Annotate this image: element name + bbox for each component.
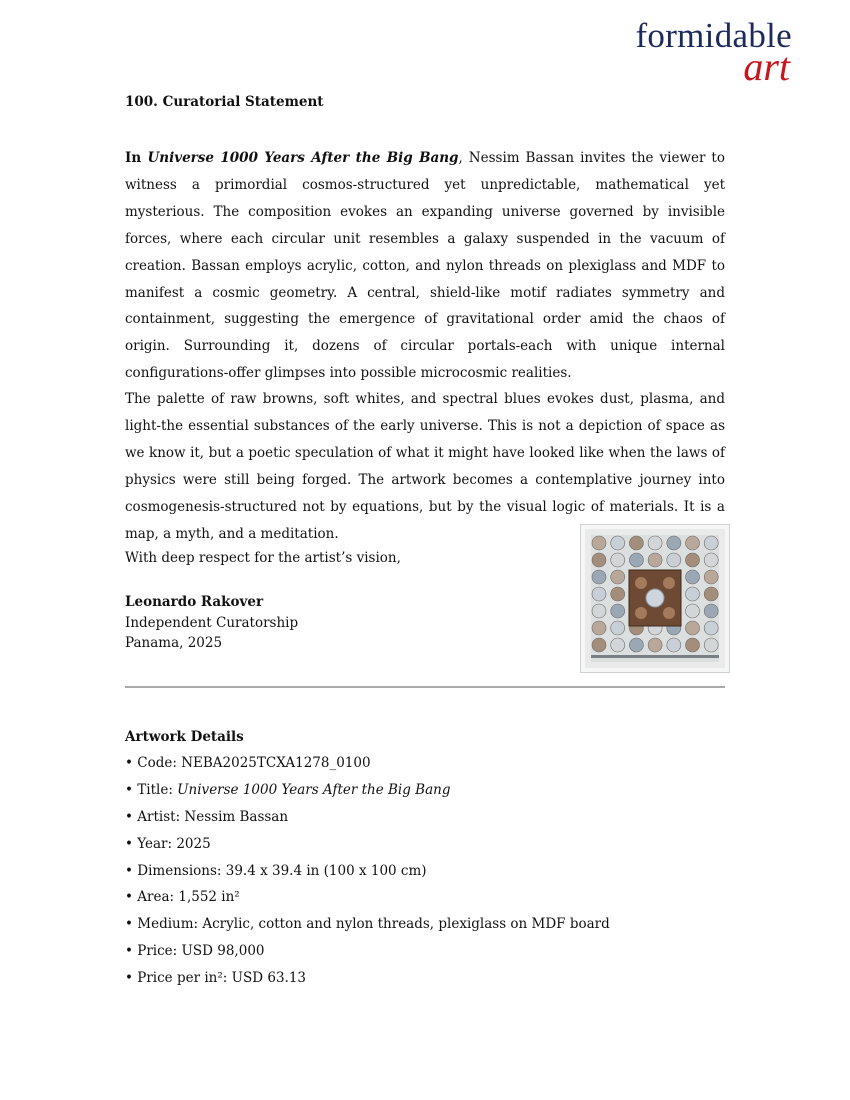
artwork-disk — [667, 536, 681, 550]
artwork-disk — [648, 536, 662, 550]
artwork-image — [580, 524, 730, 673]
detail-area: • Area: 1,552 in² — [125, 889, 240, 906]
artwork-disk — [648, 638, 662, 652]
artwork-disk — [629, 553, 643, 567]
artwork-disk — [611, 587, 625, 601]
statement-paragraph-1 — [125, 145, 725, 387]
signature-block — [125, 592, 298, 654]
logo-text-formidable: formidable — [635, 16, 792, 55]
curator-place-date: Panama, 2025 — [125, 635, 223, 651]
detail-artist: • Artist: Nessim Bassan — [125, 808, 289, 825]
artwork-disk — [704, 587, 718, 601]
artwork-image-graphic — [581, 525, 729, 672]
artwork-title-inline: Universe 1000 Years After the Big Bang — [147, 150, 459, 166]
artwork-disk — [648, 553, 662, 567]
closing-line: With deep respect for the artist’s vision, — [125, 550, 401, 566]
artwork-disk — [686, 536, 700, 550]
artwork-disk — [592, 604, 606, 618]
artwork-disk — [704, 604, 718, 618]
artwork-disk — [592, 587, 606, 601]
artwork-disk — [686, 604, 700, 618]
curator-role: Independent Curatorship — [125, 614, 299, 631]
detail-year: • Year: 2025 — [125, 835, 211, 852]
intro-text: , Nessim Bassan invites the viewer to witness a primordial cosmos-structured yet unpredictable, mathematical yet mysterious. The composition evokes an expanding universe governed by invisible forces, where each circular unit resembles a galaxy suspended in the vacuum of creation. Bassan employs acrylic, cotton, and nylon threads on plexiglass and MDF to manifest a cosmic geometry. A central, shield-like motif radiates symmetry and containment, suggesting the emergence of gravitational order amid the chaos of origin. Surrounding it, dozens of circular portals-each with unique internal configurations-offer glimpses into possible microcosmic realities. — [125, 150, 725, 382]
artwork-disk — [686, 587, 700, 601]
artwork-disk — [629, 536, 643, 550]
artwork-disk — [611, 536, 625, 550]
section-title: 100. Curatorial Statement — [125, 94, 324, 110]
artwork-disk — [592, 621, 606, 635]
artwork-disk — [629, 638, 643, 652]
artwork-disk — [667, 553, 681, 567]
detail-title: • Title: Universe 1000 Years After the Big Bang — [125, 781, 451, 798]
artwork-disk — [592, 553, 606, 567]
artwork-disk — [686, 638, 700, 652]
artwork-disk — [704, 570, 718, 584]
curator-name: Leonardo Rakover — [125, 594, 264, 610]
artwork-disk — [611, 638, 625, 652]
artwork-disk — [704, 553, 718, 567]
detail-medium: • Medium: Acrylic, cotton and nylon threads, plexiglass on MDF board — [125, 916, 610, 933]
artwork-disk — [704, 638, 718, 652]
artwork-disk — [667, 638, 681, 652]
artwork-disk — [611, 553, 625, 567]
artwork-disk — [611, 621, 625, 635]
intro-lead: In — [125, 150, 148, 166]
artwork-disk — [686, 621, 700, 635]
detail-price-per-area: • Price per in²: USD 63.13 — [125, 970, 306, 987]
detail-dimensions: • Dimensions: 39.4 x 39.4 in (100 x 100 cm) — [125, 862, 427, 879]
statement-paragraph-2: The palette of raw browns, soft whites, and spectral blues evokes dust, plasma, and light-the essential substances of the early universe. This is not a depiction of space as we know it, but a poetic speculation of what it might have looked like when the laws of physics were still being forged. The artwork becomes a contemplative journey into cosmogenesis-structured not by equations, but by the visual logic of materials. It is a map, a myth, and a meditation. — [125, 391, 725, 542]
brand-logo — [635, 18, 792, 87]
detail-code: • Code: NEBA2025TCXA1278_0100 — [125, 755, 371, 771]
artwork-disk — [686, 553, 700, 567]
details-heading: Artwork Details — [125, 729, 244, 745]
artwork-disk — [592, 570, 606, 584]
artwork-disk — [592, 638, 606, 652]
logo-text-art: art — [743, 44, 790, 89]
artwork-disk — [686, 570, 700, 584]
detail-price: • Price: USD 98,000 — [125, 943, 265, 960]
artwork-disk — [704, 536, 718, 550]
artwork-disk — [704, 621, 718, 635]
artwork-disk — [592, 536, 606, 550]
artwork-disk — [611, 604, 625, 618]
section-divider — [125, 686, 725, 688]
artwork-disk — [611, 570, 625, 584]
artwork-details — [125, 728, 610, 995]
